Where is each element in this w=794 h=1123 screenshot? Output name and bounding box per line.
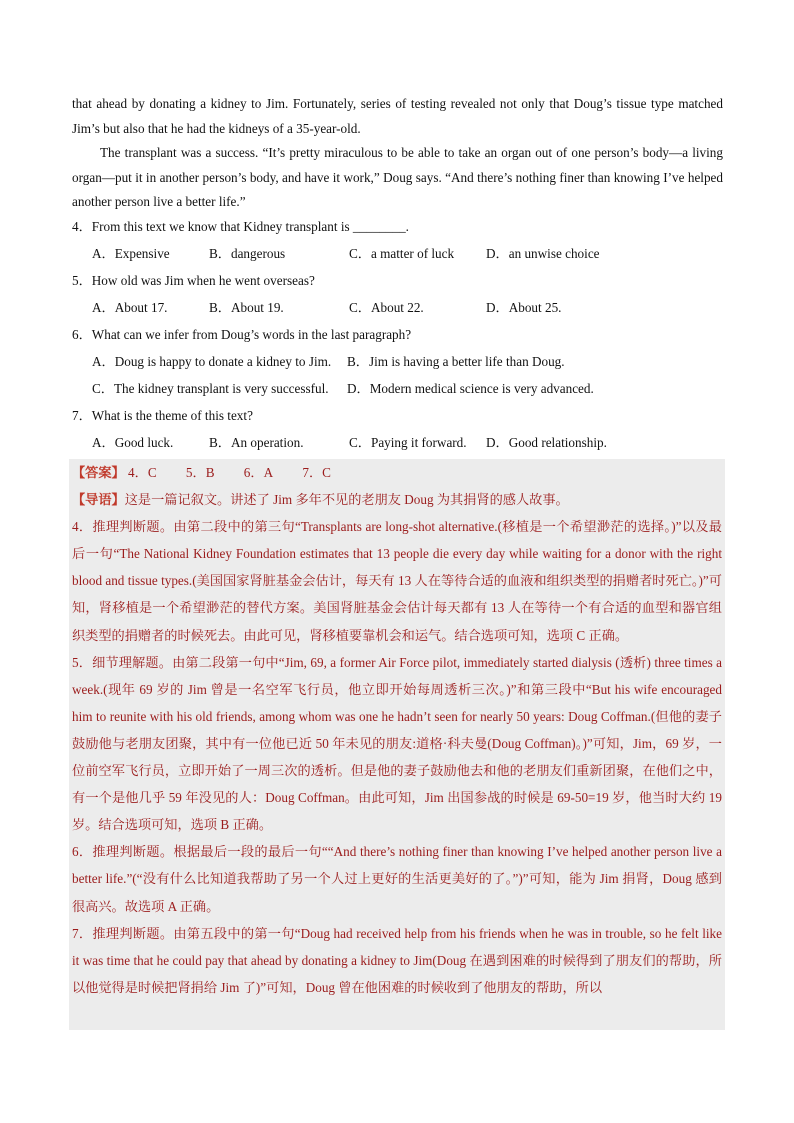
question-stem: 5．How old was Jim when he went overseas? [72, 273, 315, 288]
question-options [72, 375, 723, 402]
option: D．Modern medical science is very advanced. [347, 381, 594, 396]
answer-item: 6．A [243, 465, 274, 480]
option: A．Good luck. [92, 435, 174, 450]
explanation-6: 6．推理判断题。根据最后一段的最后一句““And there’s nothing finer than knowing I’ve helped another person live a better life.”(“没有什么比知道我帮助了另一个人过上更好的生活更美好的了。”)”可知，能为 Jim 捐肾，Doug 感到很高兴。故选项 A 正确。 [72, 844, 722, 914]
question-stem: 7．What is the theme of this text? [72, 408, 253, 423]
question-stem: 6．What can we infer from Doug’s words in the last paragraph? [72, 327, 412, 342]
option: D．an unwise choice [486, 246, 600, 261]
option: C．The kidney transplant is very successful. [92, 381, 329, 396]
explanation-7: 7．推理判断题。由第五段中的第一句“Doug had received help from his friends when he was in trouble, so he felt like it was time that he could pay that ahead by donating a kidney to Jim(Doug 在遇到困难的时候得到了朋友们的帮助，所以他觉得是时候把肾捐给 Jim 了)”可知，Doug 曾在他困难的时候收到了他朋友的帮助，所以 [72, 925, 722, 995]
question-options [72, 294, 723, 321]
answer-item: 5．B [185, 465, 215, 480]
answer-item: 4．C [128, 465, 157, 480]
option: A．Expensive [92, 246, 170, 261]
reading-passage [72, 92, 723, 215]
option: B．An operation. [209, 435, 304, 450]
answer-section [72, 459, 722, 1001]
explanation-4: 4．推理判断题。由第二段中的第三句“Transplants are long-shot alternative.(移植是一个希望渺茫的选择。)”以及最后一句“The National Kidney Foundation estimates that 13 people die every day while waiting for a donor with the right blood and tissue types.(美国国家肾脏基金会估计，每天有 13 人在等待合适的血液和组织类型的捐赠者时死亡。)”可知，肾移植是一个希望渺茫的替代方案。美国肾脏基金会估计每天都有 13 人在等待一个有合适的血型和器官组织类型的捐赠者的时候死去。由此可见，肾移植要靠机会和运气。结合选项可知，选项 C 正确。 [72, 519, 722, 643]
option: D．Good relationship. [486, 435, 607, 450]
answer-key-line [72, 459, 722, 486]
guide-line [72, 486, 722, 513]
question-stem: 4．From this text we know that Kidney transplant is ________. [72, 219, 409, 234]
question-list [72, 213, 723, 456]
option: C．About 22. [349, 300, 424, 315]
passage-paragraph: The transplant was a success. “It’s pretty miraculous to be able to take an organ out of one person’s body—a living organ—put it in another person’s body, and have it work,” Doug says. “And there’s nothing finer than knowing I’ve helped another person live a better life.” [72, 145, 723, 209]
option: B．About 19. [209, 300, 284, 315]
answer-label: 【答案】 [72, 465, 125, 480]
answer-item: 7．C [302, 465, 331, 480]
option: B．Jim is having a better life than Doug. [347, 354, 565, 369]
guide-text: 这是一篇记叙文。讲述了 Jim 多年不见的老朋友 Doug 为其捐肾的感人故事。 [124, 492, 569, 508]
option: A．Doug is happy to donate a kidney to Jim. [92, 354, 332, 369]
option: B．dangerous [209, 246, 286, 261]
option: C．Paying it forward. [349, 435, 467, 450]
question-options [72, 429, 723, 456]
option: C．a matter of luck [349, 246, 455, 261]
explanation-5: 5．细节理解题。由第二段第一句中“Jim, 69, a former Air Force pilot, immediately started dialysis (透析) three times a week.(现年 69 岁的 Jim 曾是一名空军飞行员，他立即开始每周透析三次。)”和第三段中“But his wife encouraged him to reunite with his old friends, among whom was one he hadn’t seen for nearly 50 years: Doug Coffman.(但他的妻子鼓励他与老朋友团聚，其中有一位他已近 50 年未见的朋友:道格·科夫曼(Doug Coffman)。)”可知，Jim，69 岁，一位前空军飞行员，立即开始了一周三次的透析。但是他的妻子鼓励他去和他的老朋友们重新团聚，在他们之中，有一个是他几乎 59 年没见的人：Doug Coffman。由此可知，Jim 出国参战的时候是 69-50=19 岁，他当时大约 19 岁。结合选项可知，选项 B 正确。 [72, 654, 722, 833]
question-options [72, 348, 723, 375]
question-options [72, 240, 723, 267]
option: A．About 17. [92, 300, 168, 315]
passage-paragraph: that ahead by donating a kidney to Jim. Fortunately, series of testing revealed not only that Doug’s tissue type matched Jim’s but also that he had the kidneys of a 35-year-old. [72, 96, 723, 136]
guide-label: 【导语】 [72, 492, 125, 508]
option: D．About 25. [486, 300, 562, 315]
